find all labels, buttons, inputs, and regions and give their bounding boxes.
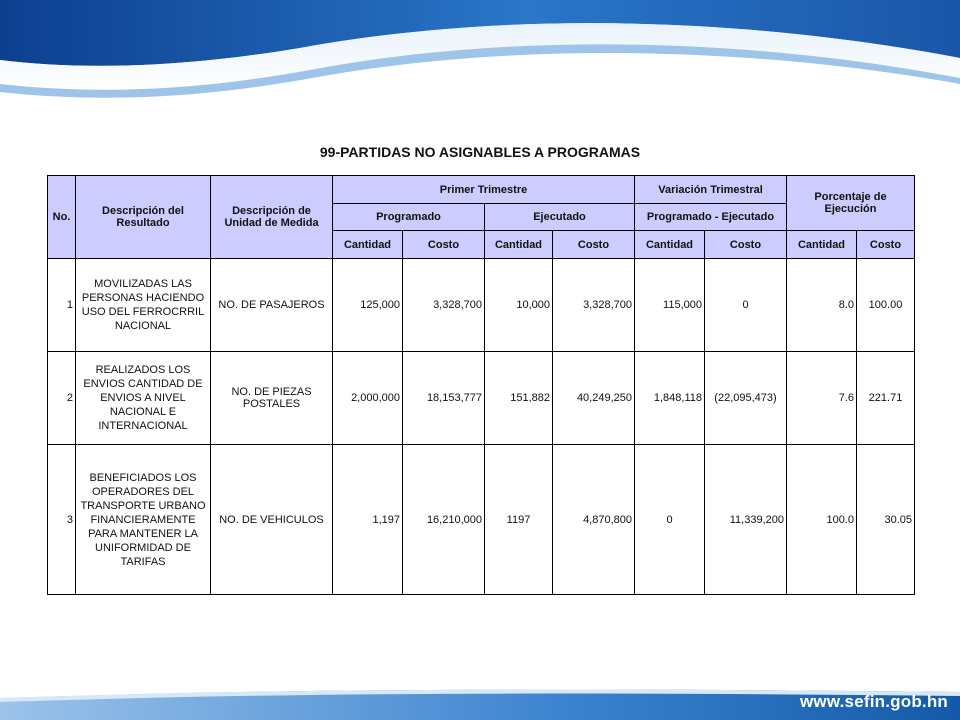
header-unidad: Descripción de Unidad de Medida xyxy=(211,176,333,259)
row-resultado: MOVILIZADAS LAS PERSONAS HACIENDO USO DEL FERROCRRIL NACIONAL xyxy=(76,259,211,352)
row-var-costo: 11,339,200 xyxy=(705,445,787,595)
row-no: 2 xyxy=(48,352,76,445)
header-banner xyxy=(0,0,960,110)
row-pct-costo: 30.05 xyxy=(857,445,915,595)
row-var-costo: 0 xyxy=(705,259,787,352)
row-ejec-cantidad: 10,000 xyxy=(485,259,553,352)
row-ejec-costo: 40,249,250 xyxy=(553,352,635,445)
row-var-cantidad: 1,848,118 xyxy=(635,352,705,445)
row-pct-cantidad: 8.0 xyxy=(787,259,857,352)
row-pct-costo: 100.00 xyxy=(857,259,915,352)
header-cantidad: Cantidad xyxy=(787,231,857,259)
row-resultado: BENEFICIADOS LOS OPERADORES DEL TRANSPORTE URBANO FINANCIERAMENTE PARA MANTENER LA UNIFORMIDAD DE TARIFAS xyxy=(76,445,211,595)
row-resultado: REALIZADOS LOS ENVIOS CANTIDAD DE ENVIOS A NIVEL NACIONAL E INTERNACIONAL xyxy=(76,352,211,445)
execution-table xyxy=(47,175,915,595)
header-variacion: Variación Trimestral xyxy=(635,176,787,204)
table-row xyxy=(48,259,915,352)
row-ejec-costo: 3,328,700 xyxy=(553,259,635,352)
row-prog-cantidad: 1,197 xyxy=(333,445,403,595)
row-pct-cantidad: 100.0 xyxy=(787,445,857,595)
header-resultado: Descripción del Resultado xyxy=(76,176,211,259)
header-cantidad: Cantidad xyxy=(635,231,705,259)
row-ejec-costo: 4,870,800 xyxy=(553,445,635,595)
row-pct-costo: 221.71 xyxy=(857,352,915,445)
row-prog-costo: 16,210,000 xyxy=(403,445,485,595)
header-porcentaje: Porcentaje de Ejecución xyxy=(787,176,915,231)
header-costo: Costo xyxy=(705,231,787,259)
row-unidad: NO. DE PASAJEROS xyxy=(211,259,333,352)
header-cantidad: Cantidad xyxy=(485,231,553,259)
header-no: No. xyxy=(48,176,76,259)
footer-url[interactable]: www.sefin.gob.hn xyxy=(799,692,948,711)
row-pct-cantidad: 7.6 xyxy=(787,352,857,445)
row-prog-costo: 3,328,700 xyxy=(403,259,485,352)
row-no: 3 xyxy=(48,445,76,595)
header-ejecutado: Ejecutado xyxy=(485,204,635,231)
header-costo: Costo xyxy=(403,231,485,259)
page-title: 99-PARTIDAS NO ASIGNABLES A PROGRAMAS xyxy=(319,144,641,160)
table-row xyxy=(48,352,915,445)
header-programado: Programado xyxy=(333,204,485,231)
row-ejec-cantidad: 151,882 xyxy=(485,352,553,445)
row-ejec-cantidad: 1197 xyxy=(485,445,553,595)
row-no: 1 xyxy=(48,259,76,352)
row-prog-costo: 18,153,777 xyxy=(403,352,485,445)
row-var-cantidad: 115,000 xyxy=(635,259,705,352)
header-row-1 xyxy=(48,176,915,204)
header-costo: Costo xyxy=(857,231,915,259)
row-var-costo: (22,095,473) xyxy=(705,352,787,445)
row-prog-cantidad: 2,000,000 xyxy=(333,352,403,445)
row-var-cantidad: 0 xyxy=(635,445,705,595)
row-prog-cantidad: 125,000 xyxy=(333,259,403,352)
header-primer-trimestre: Primer Trimestre xyxy=(333,176,635,204)
table-row xyxy=(48,445,915,595)
row-unidad: NO. DE PIEZAS POSTALES xyxy=(211,352,333,445)
header-cantidad: Cantidad xyxy=(333,231,403,259)
header-costo: Costo xyxy=(553,231,635,259)
row-unidad: NO. DE VEHICULOS xyxy=(211,445,333,595)
header-prog-ejec: Programado - Ejecutado xyxy=(635,204,787,231)
